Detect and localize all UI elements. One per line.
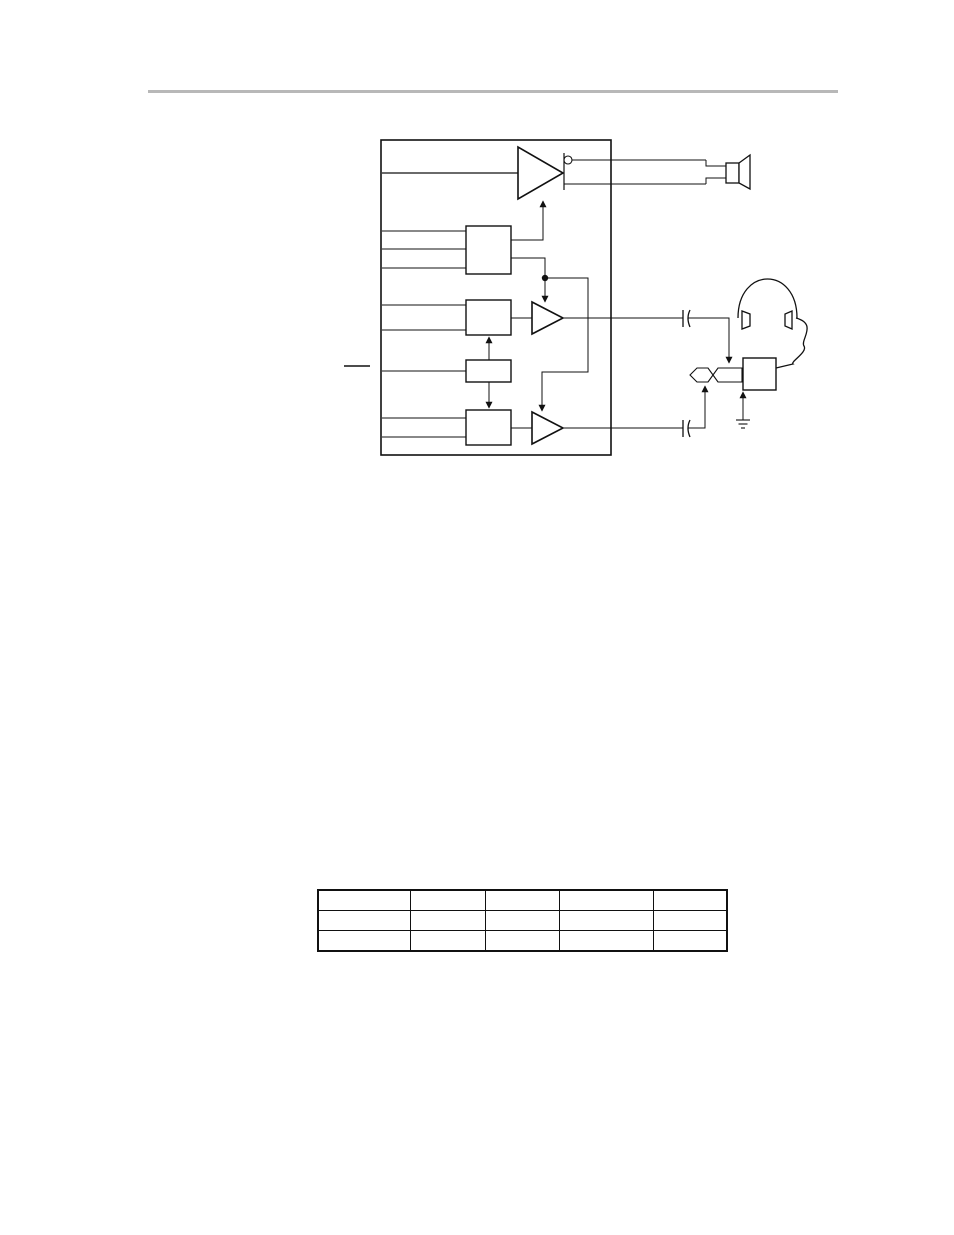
left-control-block (466, 300, 511, 335)
middle-control-block (466, 360, 511, 382)
ic-package-outline (381, 140, 611, 455)
table-cell (560, 911, 654, 931)
data-table (317, 889, 728, 952)
right-control-block (466, 410, 511, 445)
table-cell (411, 931, 486, 952)
table-header-cell (486, 890, 560, 911)
table-header-cell (560, 890, 654, 911)
ground-symbol (736, 420, 750, 428)
headphones-icon (738, 279, 807, 368)
headphone-jack-plug (690, 368, 742, 382)
table-cell (560, 931, 654, 952)
table-cell (318, 931, 411, 952)
table-cell (654, 931, 728, 952)
table-cell (318, 911, 411, 931)
speaker-enable-line (511, 201, 543, 240)
headphone-enable-branch (542, 278, 588, 411)
speaker-amplifier (518, 147, 563, 199)
table-row (318, 931, 727, 952)
table-header-cell (411, 890, 486, 911)
right-headphone-amplifier (532, 412, 563, 444)
speaker-wire-join (706, 160, 726, 184)
left-cap-to-jack (688, 318, 729, 363)
headphone-enable-line (511, 258, 545, 302)
table-cell (411, 911, 486, 931)
table-row (318, 911, 727, 931)
loudspeaker-icon (726, 155, 750, 189)
table-header-cell (318, 890, 411, 911)
speaker-control-block (466, 226, 511, 274)
table-cell (486, 911, 560, 931)
table-cell (654, 911, 728, 931)
table-header-row (318, 890, 727, 911)
right-cap-to-jack (688, 386, 705, 428)
table-cell (486, 931, 560, 952)
speaker-inverting-bubble (564, 156, 572, 164)
left-headphone-amplifier (532, 302, 563, 334)
jack-sense-block (743, 358, 776, 390)
table-header-cell (654, 890, 728, 911)
